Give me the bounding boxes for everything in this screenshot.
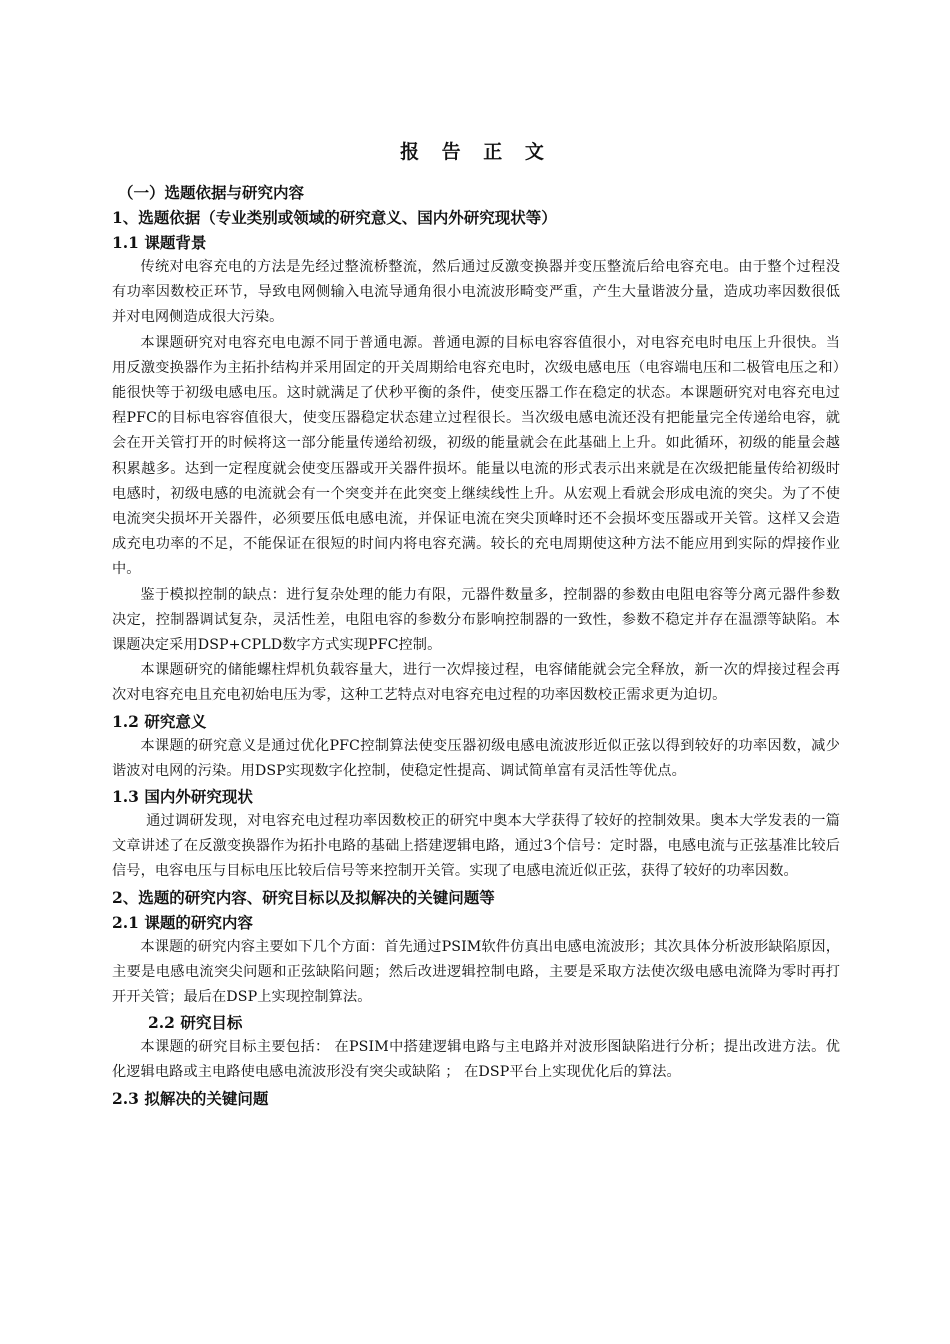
paragraph-research-status: 通过调研发现，对电容充电过程功率因数校正的研究中奥本大学获得了较好的控制效果。奥本大学发表的一篇文章讲述了在反激变换器作为拓扑电路的基础上搭建逻辑电路，通过3个信号：定时器，电感电流与正弦基准比较后信号，电容电压与目标电压比较后信号等来控制开关管。实现了电感电流近似正弦，获得了较好的功率因数。: [112, 813, 840, 880]
subsection-heading-2-2: 2.2 研究目标: [148, 1013, 243, 1033]
report-page: [112, 138, 840, 1111]
subsection-heading-1-2: 1.2 研究意义: [112, 711, 207, 731]
paragraph-research-content: 本课题的研究内容主要如下几个方面：首先通过PSIM软件仿真出电感电流波形；其次具体分析波形缺陷原因，主要是电感电流突尖问题和正弦缺陷问题；然后改进逻辑控制电路，主要是采取方法使次级电感电流降为零时再打开开关管；最后在DSP上实现控制算法。: [112, 938, 840, 1006]
subsection-heading-2-1: 2.1 课题的研究内容: [112, 912, 253, 932]
section-heading-1: 1、选题依据（专业类别或领域的研究意义、国内外研究现状等）: [112, 208, 557, 227]
paragraph-background-2: 本课题研究对电容充电电源不同于普通电源。普通电源的目标电容容值很小，对电容充电时电压上升很快。当用反激变换器作为主拓扑结构并采用固定的开关周期给电容充电时，次级电感电压（电容端电压和二极管电压之和）能很快等于初级电感电压。这时就满足了伏秒平衡的条件，使变压器工作在稳定的状态。本课题研究对电容充电过程PFC的目标电容容值很大，使变压器稳定状态建立过程很长。当次级电感电流还没有把能量完全传递给电容，就会在开关管打开的时候将这一部分能量传递给初级，初级的能量就会在此基础上上升。如此循环，初级的能量会越积累越多。达到一定程度就会使变压器或开关器件损坏。能量以电流的形式表示出来就是在次级把能量传给初级时电感时，初级电感的电流就会有一个突变并在此突变上继续线性上升。从宏观上看就会形成电流的突尖。为了不使电流突尖损坏开关器件，必须要压低电感电流，并保证电流在突尖顶峰时还不会损坏变压器或开关管。这样又会造成充电功率的不足，不能保证在很短的时间内将电容充满。较长的充电周期使这种方法不能应用到实际的焊接作业中。: [112, 334, 840, 578]
paragraph-significance: 本课题的研究意义是通过优化PFC控制算法使变压器初级电感电流波形近似正弦以得到较好的功率因数，减少谐波对电网的污染。用DSP实现数字化控制，使稳定性提高、调试简单富有灵活性等优点。: [112, 737, 840, 779]
section-heading-main: （一）选题依据与研究内容: [118, 183, 305, 202]
paragraph-research-goals: 本课题的研究目标主要包括： 在PSIM中搭建逻辑电路与主电路并对波形图缺陷进行分析；提出改进方法。优化逻辑电路或主电路使电感电流波形没有突尖或缺陷 ； 在DSP平台上实现优化后的算法。: [112, 1039, 840, 1081]
subsection-heading-1-1: 1.1 课题背景: [112, 233, 207, 252]
page-title: 报 告 正 文: [400, 141, 552, 163]
paragraph-background-3: 鉴于模拟控制的缺点：进行复杂处理的能力有限，元器件数量多，控制器的参数由电阻电容等分离元器件参数决定，控制器调试复杂，灵活性差，电阻电容的参数分布影响控制器的一致性，参数不稳定并存在温漂等缺陷。本课题决定采用DSP+CPLD数字方式实现PFC控制。: [112, 586, 840, 654]
paragraph-background-4: 本课题研究的储能螺柱焊机负载容量大，进行一次焊接过程，电容储能就会完全释放，新一次的焊接过程会再次对电容充电且充电初始电压为零，这种工艺特点对电容充电过程的功率因数校正需求更为迫切。: [112, 662, 840, 704]
subsection-heading-1-3: 1.3 国内外研究现状: [112, 787, 253, 807]
subsection-heading-2-3: 2.3 拟解决的关键问题: [112, 1088, 269, 1108]
paragraph-background-1: 传统对电容充电的方法是先经过整流桥整流，然后通过反激变换器并变压整流后给电容充电。由于整个过程没有功率因数校正环节，导致电网侧输入电流导通角很小电流波形畸变严重，产生大量谐波分量，造成功率因数很低并对电网侧造成很大污染。: [112, 259, 840, 326]
section-heading-2: 2、选题的研究内容、研究目标以及拟解决的关键问题等: [112, 887, 495, 907]
